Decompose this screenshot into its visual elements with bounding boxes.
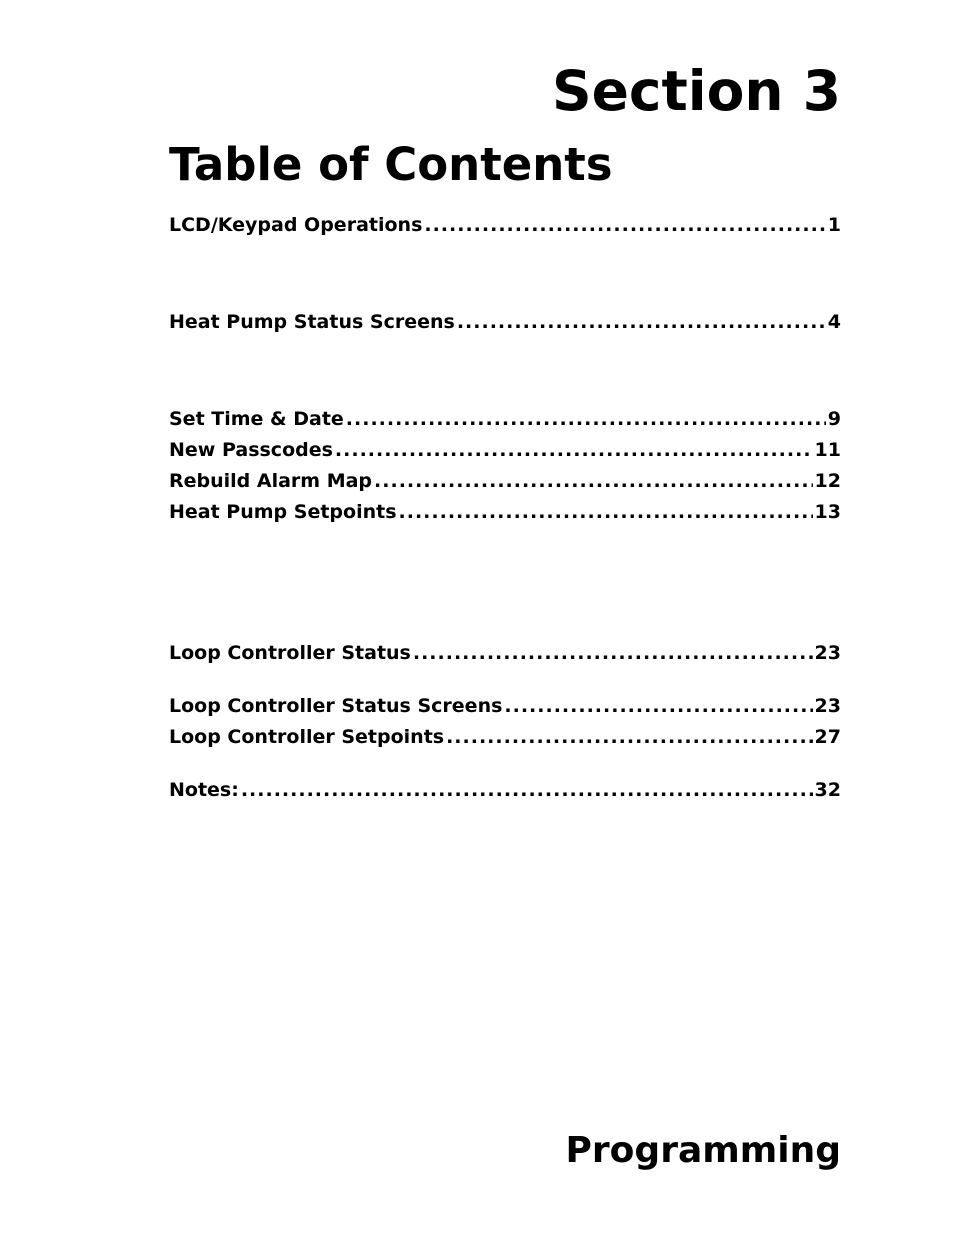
toc-entry-new-passcodes[interactable] bbox=[169, 439, 841, 463]
toc-entry-loop-controller-setpoints[interactable] bbox=[169, 726, 841, 750]
toc-entry-label: Rebuild Alarm Map bbox=[169, 470, 373, 492]
toc-entry-page: 23 bbox=[814, 642, 841, 664]
dot-leader bbox=[504, 695, 812, 717]
dot-leader bbox=[241, 779, 813, 801]
toc-entry-page: 12 bbox=[814, 470, 841, 492]
toc-entry-label: Loop Controller Setpoints bbox=[169, 726, 445, 748]
toc-entry-page: 1 bbox=[827, 214, 841, 236]
toc-entry-heat-pump-status-screens[interactable] bbox=[169, 311, 841, 335]
toc-entry-label: New Passcodes bbox=[169, 439, 333, 461]
toc-entry-heat-pump-setpoints[interactable] bbox=[169, 501, 841, 525]
toc-entry-loop-controller-status-screens[interactable] bbox=[169, 695, 841, 719]
toc-entry-label: LCD/Keypad Operations bbox=[169, 214, 423, 236]
toc-entry-page: 32 bbox=[814, 779, 841, 801]
section-title: Section 3 bbox=[551, 59, 841, 123]
toc-entry-set-time-date[interactable] bbox=[169, 408, 841, 432]
toc-entry-page: 9 bbox=[827, 408, 841, 430]
toc-entry-label: Heat Pump Status Screens bbox=[169, 311, 455, 333]
toc-entry-loop-controller-status[interactable] bbox=[169, 642, 841, 666]
dot-leader bbox=[335, 439, 813, 461]
toc-entry-label: Heat Pump Setpoints bbox=[169, 501, 397, 523]
dot-leader bbox=[374, 470, 813, 492]
toc-entry-page: 11 bbox=[814, 439, 841, 461]
toc-entry-page: 27 bbox=[814, 726, 841, 748]
dot-leader bbox=[413, 642, 813, 664]
dot-leader bbox=[446, 726, 812, 748]
toc-entry-label: Set Time & Date bbox=[169, 408, 344, 430]
toc-title: Table of Contents bbox=[169, 138, 613, 191]
toc-entry-page: 4 bbox=[827, 311, 841, 333]
footer-title: Programming bbox=[565, 1130, 841, 1171]
toc-entry-rebuild-alarm-map[interactable] bbox=[169, 470, 841, 494]
dot-leader bbox=[346, 408, 826, 430]
toc-entry-label: Loop Controller Status bbox=[169, 642, 411, 664]
toc-entry-page: 23 bbox=[814, 695, 841, 717]
toc-entry-page: 13 bbox=[814, 501, 841, 523]
dot-leader bbox=[424, 214, 825, 236]
dot-leader bbox=[457, 311, 826, 333]
toc-entry-notes[interactable] bbox=[169, 779, 841, 803]
toc-entry-label: Notes: bbox=[169, 779, 239, 801]
dot-leader bbox=[399, 501, 813, 523]
toc-entry-lcd-keypad-operations[interactable] bbox=[169, 214, 841, 238]
toc-entry-label: Loop Controller Status Screens bbox=[169, 695, 503, 717]
